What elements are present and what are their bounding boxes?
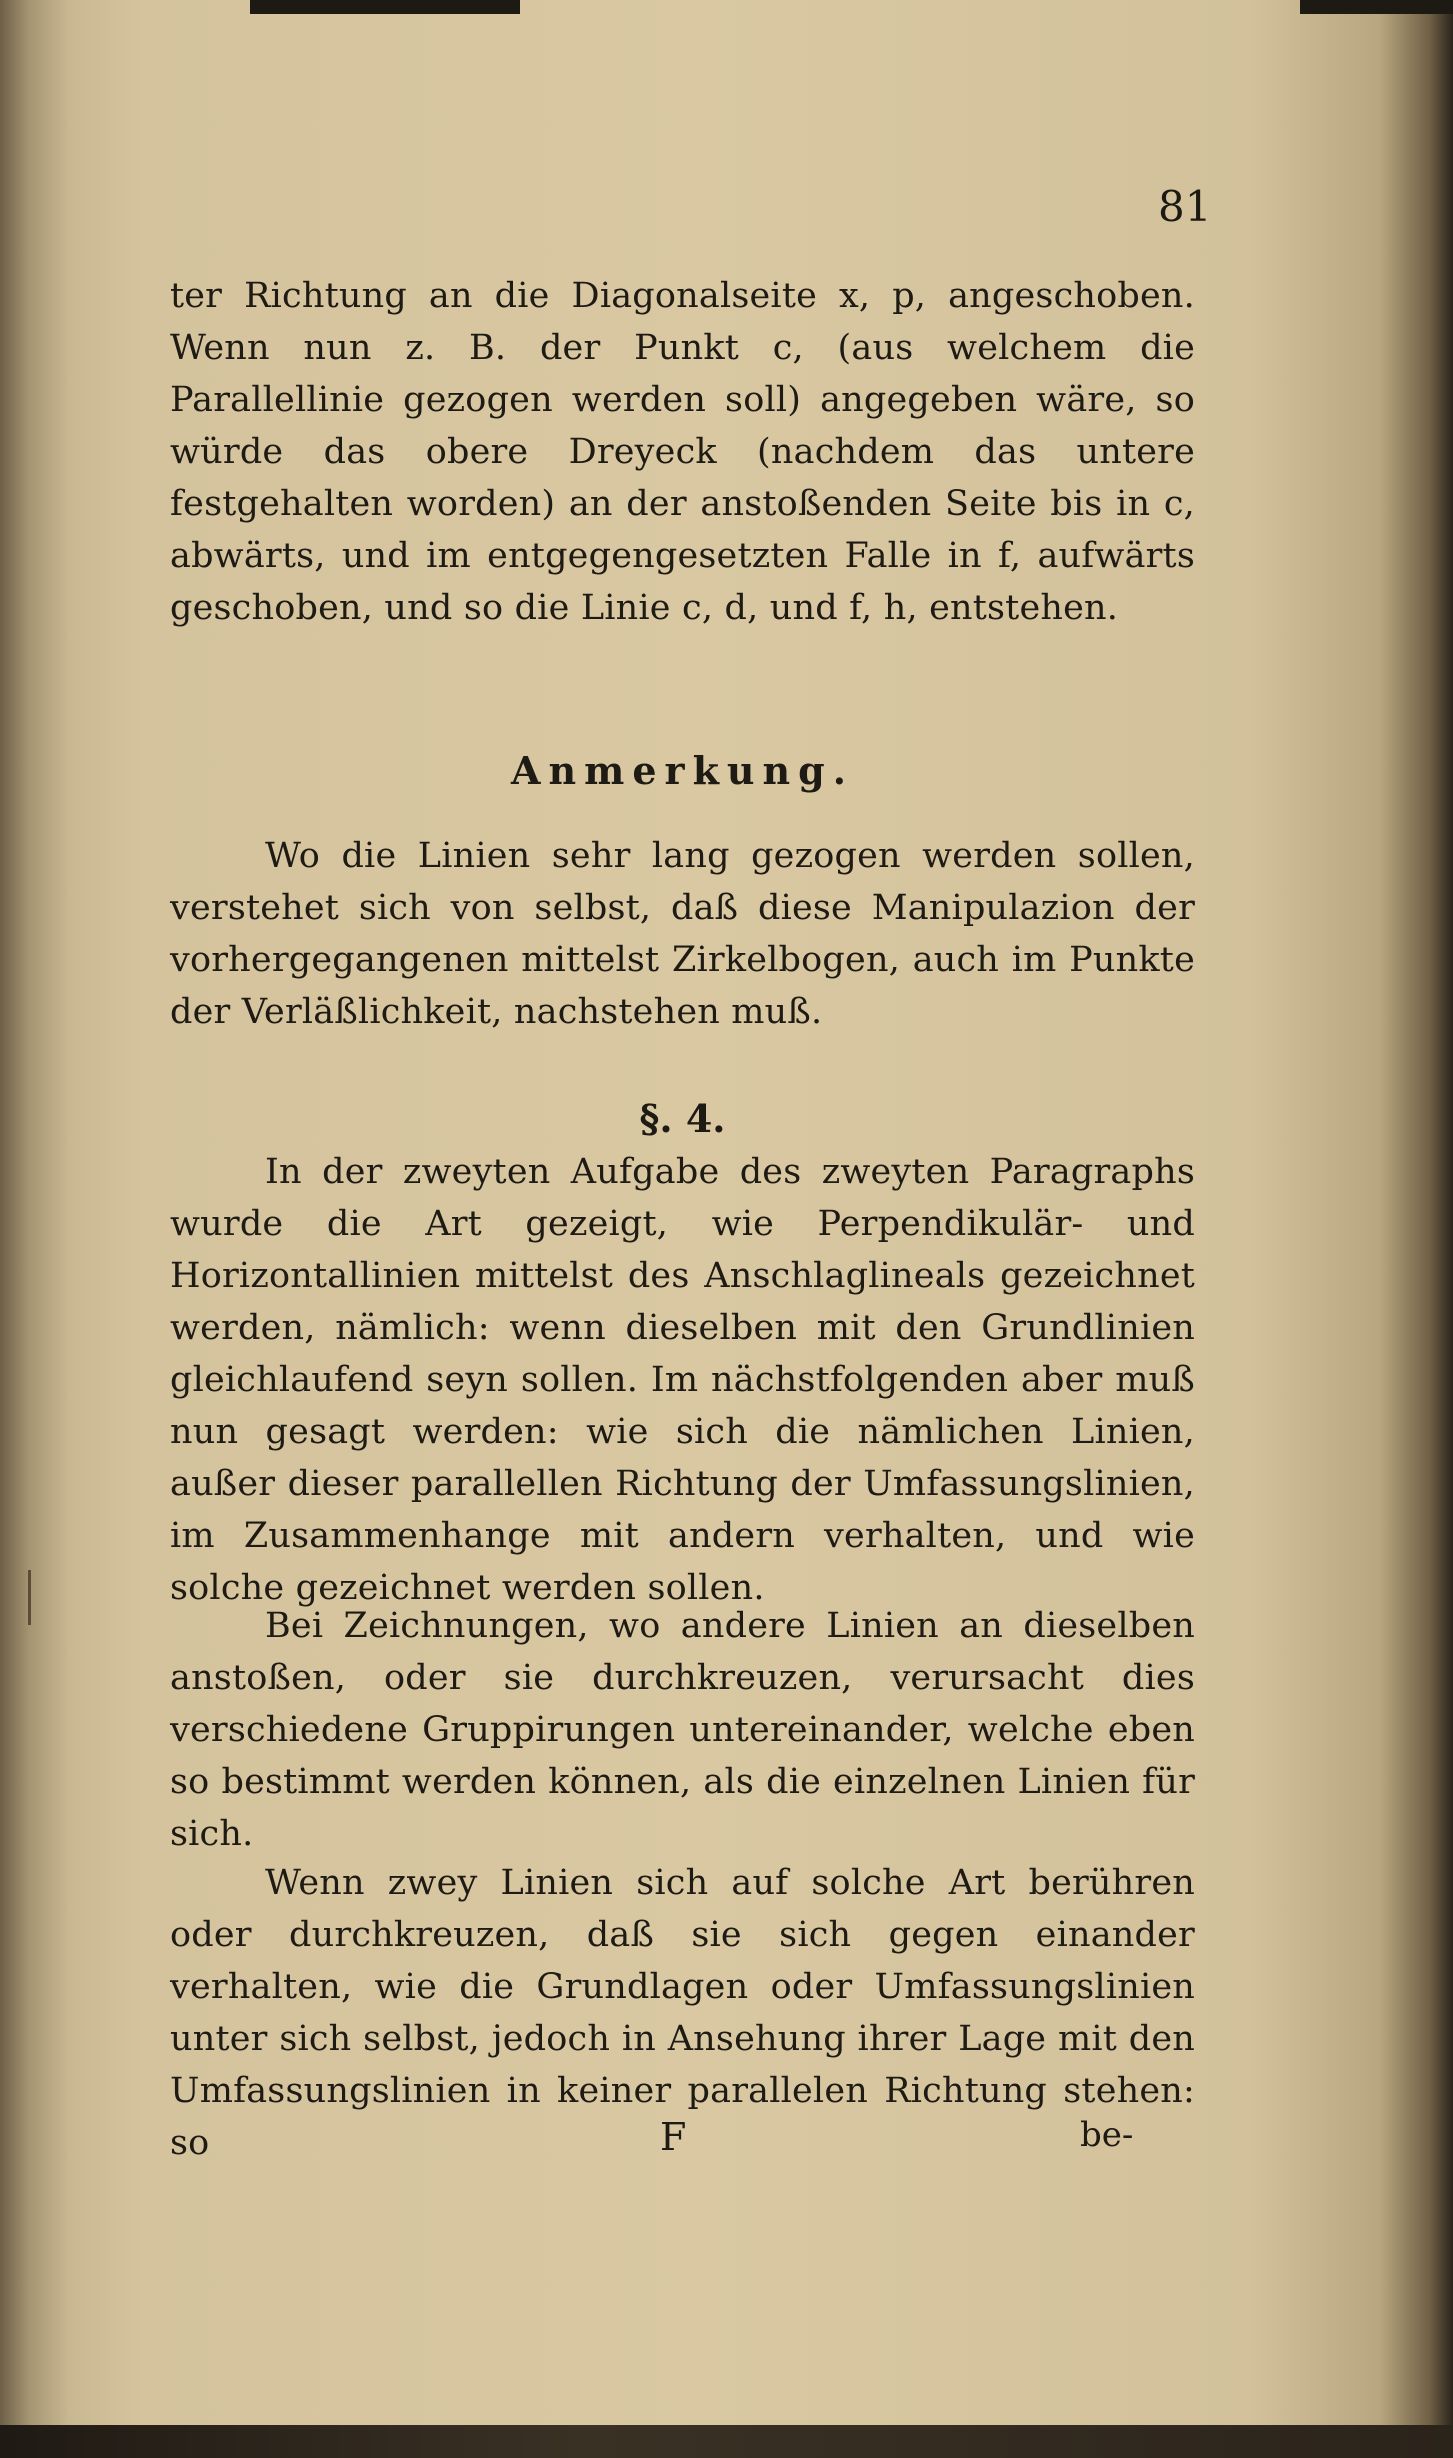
margin-mark <box>28 1570 31 1625</box>
section-paragraph-2: Bei Zeichnungen, wo andere Linien an dieselben anstoßen, oder sie durchkreuzen, verursacht dies verschiedene Gruppirungen untereinander, welche eben so bestimmt werden können, als die einzelnen Linien für sich. <box>170 1606 1195 1854</box>
catchword: be- <box>1080 2115 1134 2155</box>
scan-edge-top-left <box>250 0 520 14</box>
note-paragraph: Wo die Linien sehr lang gezogen werden sollen, verstehet sich von selbst, daß diese Manipulazion der vorhergegangenen mittelst Zirkelbogen, auch im Punkte der Verläßlichkeit, nachstehen muß. <box>170 836 1195 1032</box>
page-number: 81 <box>1158 182 1212 231</box>
note-heading: Anmerkung. <box>511 748 854 793</box>
printer-signature-mark: F <box>660 2115 687 2159</box>
section-heading: §. 4. <box>639 1096 726 1141</box>
section-paragraph-3: Wenn zwey Linien sich auf solche Art berühren oder durchkreuzen, daß sie sich gegen einander verhalten, wie die Grundlagen oder Umfassungslinien unter sich selbst, jedoch in Ansehung ihrer Lage mit den Umfassungslinien in keiner parallelen Richtung stehen: so <box>170 1863 1195 2163</box>
paragraph-continuation: ter Richtung an die Diagonalseite x, p, angeschoben. Wenn nun z. B. der Punkt c, (aus welchem die Parallellinie gezogen werden soll) angegeben wäre, so würde das obere Dreyeck (nachdem das untere festgehalten worden) an der anstoßenden Seite bis in c, abwärts, und im entgegengesetzten Falle in f, aufwärts geschoben, und so die Linie c, d, und f, h, entstehen. <box>170 276 1195 628</box>
scan-edge-top-right <box>1300 0 1453 14</box>
scan-edge-bottom <box>0 2425 1453 2458</box>
section-paragraph-1: In der zweyten Aufgabe des zweyten Paragraphs wurde die Art gezeigt, wie Perpendikulär- und Horizontallinien mittelst des Anschlaglineals gezeichnet werden, nämlich: wenn dieselben mit den Grundlinien gleichlaufend seyn sollen. Im nächstfolgenden aber muß nun gesagt werden: wie sich die nämlichen Linien, außer dieser parallellen Richtung der Umfassungslinien, im Zusammenhange mit andern verhalten, und wie solche gezeichnet werden sollen. <box>170 1152 1195 1608</box>
